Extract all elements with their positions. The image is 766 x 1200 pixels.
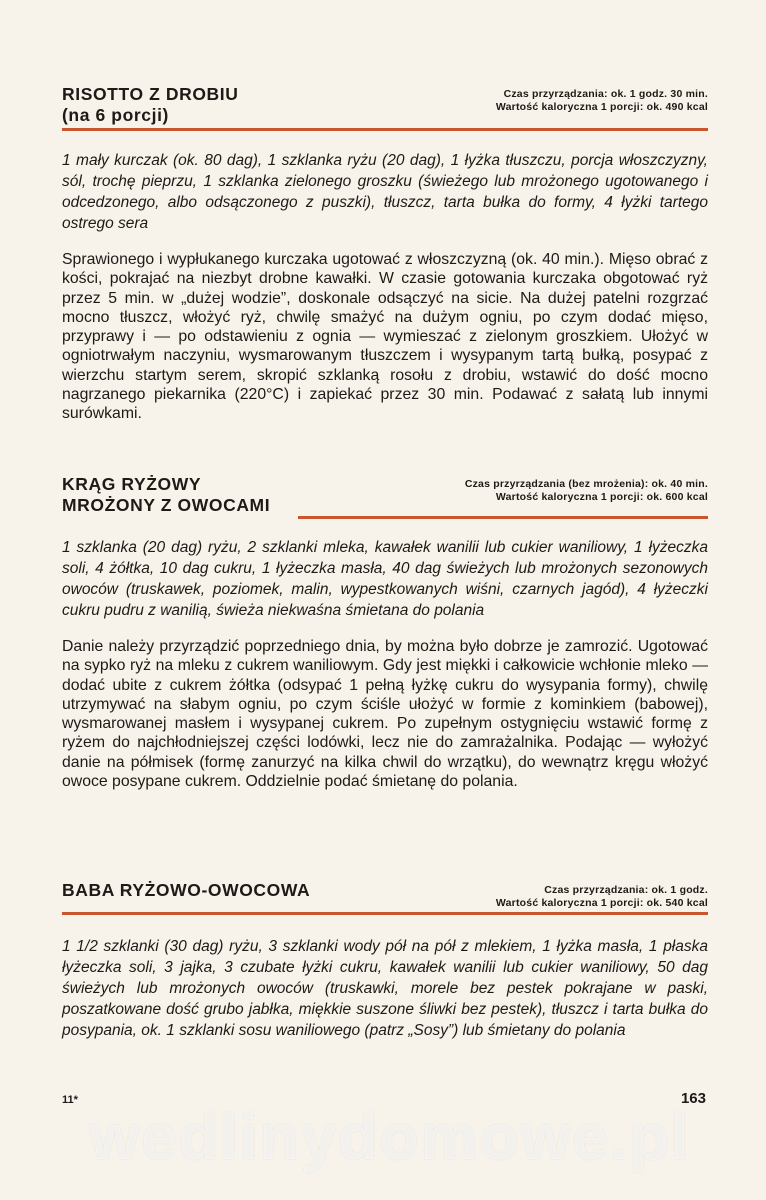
calories: Wartość kaloryczna 1 porcji: ok. 540 kcal [495,897,708,909]
prep-time: Czas przyrządzania: ok. 1 godz. [544,884,708,896]
calories: Wartość kaloryczna 1 porcji: ok. 600 kcal [495,491,708,503]
ingredients-list: 1 szklanka (20 dag) ryżu, 2 szklanki mleka, kawałek wanilii lub cukier waniliowy, 1 łyżeczka soli, 4 żółtka, 10 dag cukru, 1 łyżeczka masła, 40 dag świeżych lub mrożonych sezonowych owoców (truskawek, poziomek, malin, wypestkowanych wiśni, czarnych jagód), 4 łyżeczki cukru pudru z wanilią, świeża niekwaśna śmietana do polania [62,539,708,619]
title-divider [298,516,708,519]
title-divider [62,912,708,915]
ingredients-list: 1 1/2 szklanki (30 dag) ryżu, 3 szklanki wody pół na pół z mlekiem, 1 łyżka masła, 1 płaska łyżeczka soli, 3 jajka, 3 czubate łyżki cukru, kawałek wanilii lub cukier waniliowy, 50 dag świeżych lub mrożonych owoców (truskawki, morele bez pestek pokrajane w paski, poszatkowane dość grubo jabłka, miękkie suszone śliwki bez pestek), tłuszcz i tarta bułka do posypania, ok. 1 szklanki sosu waniliowego (patrz „Sosy”) lub śmietany do polania [62,938,708,1039]
page-number: 163 [680,1090,706,1107]
recipe-risotto [62,84,708,424]
recipe-title-line1: RISOTTO Z DROBIU [62,84,239,104]
preparation-method: Danie należy przyrządzić poprzedniego dnia, by można było dobrze je zamrozić. Ugotować na sypko ryż na mleku z cukrem waniliowym. Gdy jest miękki i całkowicie wchłonie mleko — dodać ubite z cukrem żółtka (odsypać 1 pełną łyżkę cukru do wysypania formy), chwilę utrzymywać na słabym ogniu, po czym ściśle ułożyć w formie z kominkiem (babowej), wysmarowanej masłem i wysypanej cukrem. Po zupełnym ostygnięciu wstawić formę z ryżem do najchłodniejszej części lodówki, lecz nie do zamrażalnika. Podając — wyłożyć danie na półmisek (formę zanurzyć na kilka chwil do wrzątku), do wewnątrz kręgu włożyć owoce posypane cukrem. Oddzielnie podać śmietanę do polania. [62,638,708,791]
watermark-text: wedlinydomowe.pl [89,1101,691,1173]
recipe-meta [496,884,708,910]
ingredients-list: 1 mały kurczak (ok. 80 dag), 1 szklanka ryżu (20 dag), 1 łyżka tłuszczu, porcja włoszczyzny, sól, trochę pieprzu, 1 szklanka zielonego groszku (świeżego lub mrożonego ugotowanego i odcedzonego, albo odsączonego z puszki), tłuszcz, tarta bułka do formy, 4 łyżki tartego ostrego sera [62,152,708,232]
recipe-title-line2: MROŻONY Z OWOCAMI [62,495,271,515]
recipe-header [62,880,708,910]
recipe-title [62,84,239,126]
recipe-title [62,474,270,516]
title-divider [62,128,708,131]
recipe-baba-ryzowo-owocowa [62,880,708,1041]
recipe-krag-ryzowy [62,474,708,791]
prep-time: Czas przyrządzania: ok. 1 godz. 30 min. [503,88,708,100]
recipe-title [62,880,310,901]
recipe-title-line1: KRĄG RYŻOWY [62,474,202,494]
recipe-header [62,84,708,128]
recipe-meta [465,478,708,504]
preparation-method: Sprawionego i wypłukanego kurczaka ugotować z włoszczyzną (ok. 40 min.). Mięso obrać z kości, pokrajać na niezbyt drobne kawałki. W czasie gotowania kurczaka obgotować ryż przez 5 min. w „dużej wodzie”, doskonale odsączyć na sicie. Na dużej patelni rozgrzać mocno tłuszcz, włożyć ryż, chwilę smażyć na dużym ogniu, po czym dodać mięso, przyprawy i — po odstawieniu z ognia — wymieszać z zielonym groszkiem. Ułożyć w ogniotrwałym naczyniu, wysmarowanym tłuszczem i wysypanym tartą bułką, posypać z wierzchu startym serem, skropić szklanką rosołu z drobiu, wstawić do dość mocno nagrzanego piekarnika (220°C) i zapiekać przez 30 min. Podawać z sałatą lub innymi surówkami. [62,251,708,423]
calories: Wartość kaloryczna 1 porcji: ok. 490 kcal [495,101,708,113]
recipe-title-line1: BABA RYŻOWO-OWOCOWA [62,880,311,900]
signature-mark: 11* [62,1094,78,1106]
recipe-header [62,474,708,518]
recipe-title-line2: (na 6 porcji) [62,105,169,125]
prep-time: Czas przyrządzania (bez mrożenia): ok. 40 min. [464,478,708,490]
recipe-meta [496,88,708,114]
